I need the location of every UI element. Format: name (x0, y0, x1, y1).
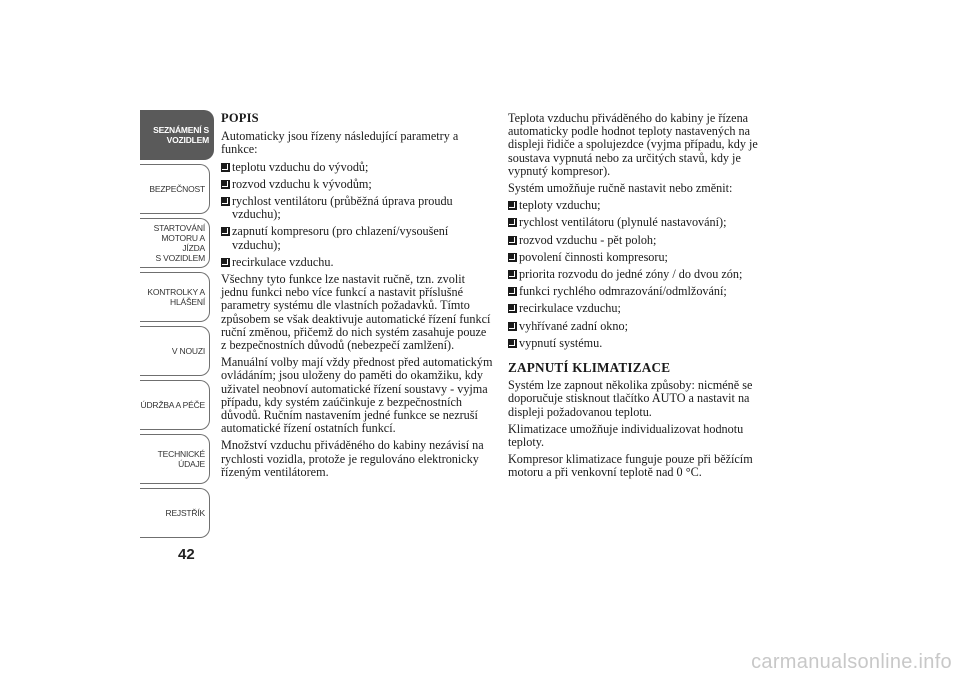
right-column (508, 112, 766, 484)
checkbox-bullet-icon (508, 287, 517, 296)
tab-rejstrik[interactable] (140, 488, 210, 538)
list-item-text: rychlost ventilátoru (plynulé nastavování); (519, 215, 727, 230)
checkbox-bullet-icon (508, 236, 517, 245)
list-item (508, 320, 766, 333)
checkbox-bullet-icon (508, 339, 517, 348)
bullet-list (508, 199, 766, 350)
bullet-list (221, 161, 493, 269)
paragraph: Manuální volby mají vždy přednost před automatickým ovládáním; jsou uloženy do paměti do okamžiku, kdy uživatel neobnoví automatické řízení soustavy - vyjma případu, kdy systém zaúčinkuje z bezpečnostních důvodů. Ručním nastavením jedné funkce se nezruší automatické řízení ostatních funkcí. (221, 355, 493, 436)
paragraph: Teplota vzduchu přiváděného do kabiny je řízena automaticky podle hodnot teploty nastavených na displeji řidiče a spolujezdce (vyjma případu, kdy je soustava vypnutá nebo za určitých stavů, kdy je vypnutý kompresor). (508, 111, 758, 178)
left-column (221, 112, 493, 483)
checkbox-bullet-icon (508, 253, 517, 262)
list-item-text: priorita rozvodu do jedné zóny / do dvou zón; (519, 267, 743, 282)
list-item-text: recirkulace vzduchu; (519, 301, 621, 316)
tab-label: REJSTŘÍK (165, 508, 205, 518)
list-item-text: funkci rychlého odmrazování/odmlžování; (519, 284, 727, 299)
list-item-text: zapnutí kompresoru (pro chlazení/vysoušení vzduchu); (232, 224, 449, 252)
tab-seznameni-s-vozidlem[interactable] (140, 110, 214, 160)
checkbox-bullet-icon (221, 180, 230, 189)
list-item (221, 225, 493, 251)
tab-label: ÚDRŽBA A PÉČE (140, 400, 205, 410)
list-item-text: vyhřívané zadní okno; (519, 318, 628, 333)
list-item (508, 216, 766, 229)
tab-udrzba[interactable] (140, 380, 210, 430)
checkbox-bullet-icon (508, 304, 517, 313)
chapter-tabs (140, 110, 210, 542)
tab-label: STARTOVÁNÍ MOTORU A JÍZDA S VOZIDLEM (153, 223, 205, 263)
tab-label: SEZNÁMENÍ S VOZIDLEM (153, 125, 209, 145)
section-heading-zapnuti: ZAPNUTÍ KLIMATIZACE (508, 360, 671, 376)
paragraph: Kompresor klimatizace funguje pouze při běžícím motoru a při venkovní teplotě nad 0 °C. (508, 452, 753, 480)
tab-kontrolky[interactable] (140, 272, 210, 322)
list-item-text: vypnutí systému. (519, 335, 603, 350)
section-heading-popis: POPIS (221, 111, 259, 125)
list-item (508, 268, 766, 281)
list-item (508, 337, 766, 350)
paragraph: Automaticky jsou řízeny následující parametry a funkce: (221, 129, 459, 157)
list-item (221, 178, 493, 191)
checkbox-bullet-icon (221, 163, 230, 172)
watermark: carmanualsonline.info (751, 651, 952, 673)
list-item (221, 256, 493, 269)
paragraph: Klimatizace umožňuje individualizovat hodnotu teploty. (508, 421, 744, 450)
list-item-text: rozvod vzduchu - pět poloh; (519, 232, 657, 247)
checkbox-bullet-icon (508, 270, 517, 279)
checkbox-bullet-icon (508, 218, 517, 227)
paragraph: Všechny tyto funkce lze nastavit ručně, tzn. zvolit jednu funkci nebo více funkcí a nastavit příslušné parametry systému dle vlastních požadavků. Tímto způsobem se však deaktivuje automatické řízení funkcí ruční změnou, přičemž do nich systém zasahuje pouze z bezpečnostních důvodů (nebezpečí zamlžení). (221, 272, 491, 353)
paragraph: Systém lze zapnout několika způsoby: nicméně se doporučuje stisknout tlačítko AUTO a nastavit na displeji požadovanou teplotu. (508, 378, 753, 419)
tab-bezpecnost[interactable] (140, 164, 210, 214)
checkbox-bullet-icon (221, 258, 230, 267)
tab-technicke-udaje[interactable] (140, 434, 210, 484)
list-item-text: teploty vzduchu; (519, 198, 601, 213)
list-item-text: rychlost ventilátoru (průběžná úprava proudu vzduchu); (232, 194, 453, 222)
list-item (508, 302, 766, 315)
paragraph: Systém umožňuje ručně nastavit nebo změnit: (508, 181, 733, 196)
list-item (508, 251, 766, 264)
list-item (508, 234, 766, 247)
list-item-text: povolení činnosti kompresoru; (519, 249, 668, 264)
tab-label: KONTROLKY A HLÁŠENÍ (147, 287, 205, 307)
checkbox-bullet-icon (508, 201, 517, 210)
list-item (508, 285, 766, 298)
list-item-text: rozvod vzduchu k vývodům; (232, 176, 372, 191)
paragraph: Množství vzduchu přiváděného do kabiny nezávisí na rychlosti vozidla, protože je regulováno elektronicky řízeným ventilátorem. (221, 438, 484, 479)
checkbox-bullet-icon (508, 322, 517, 331)
list-item (221, 195, 493, 221)
checkbox-bullet-icon (221, 197, 230, 206)
tab-startovani[interactable] (140, 218, 210, 268)
tab-v-nouzi[interactable] (140, 326, 210, 376)
list-item-text: recirkulace vzduchu. (232, 254, 334, 269)
tab-label: V NOUZI (171, 346, 205, 356)
tab-label: TECHNICKÉ ÚDAJE (157, 449, 205, 469)
page-number: 42 (178, 546, 195, 563)
list-item-text: teplotu vzduchu do vývodů; (232, 159, 369, 174)
tab-label: BEZPEČNOST (149, 184, 205, 194)
checkbox-bullet-icon (221, 227, 230, 236)
list-item (508, 199, 766, 212)
list-item (221, 161, 493, 174)
